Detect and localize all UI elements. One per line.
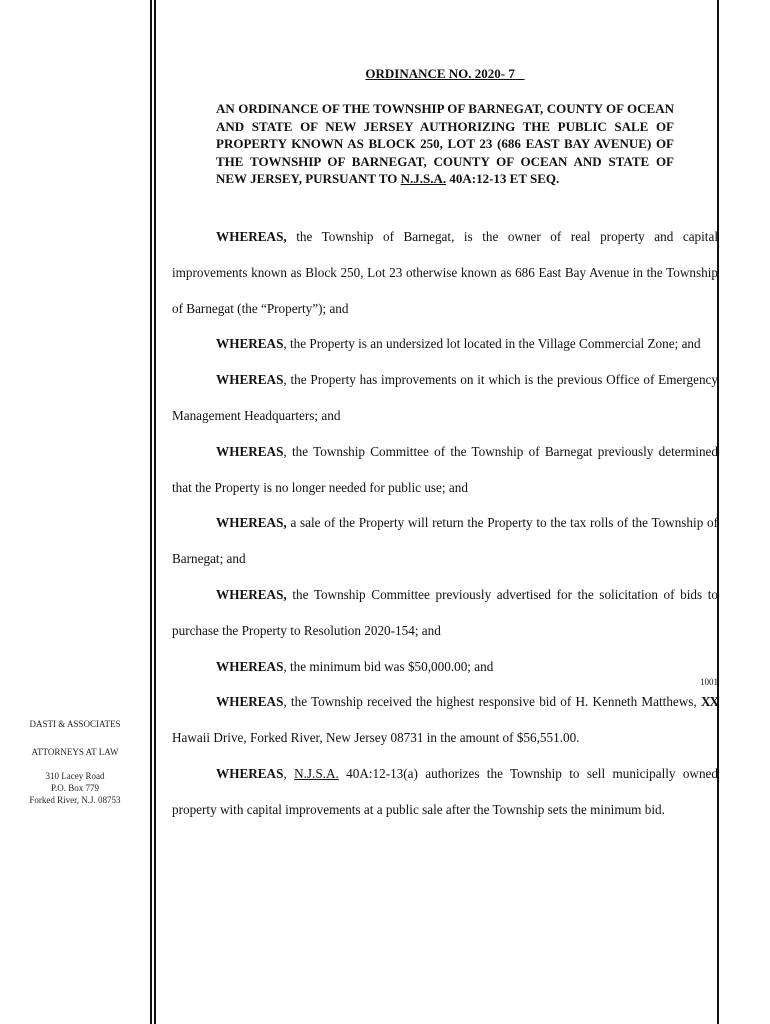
whereas-clause-7: WHEREAS, the minimum bid was $50,000.00; and — [216, 658, 494, 674]
whereas-clause-9: WHEREAS, N.J.S.A. 40A:12-13(a) authorizes the Township to sell municipally owned property with capital improvements at a public sale after the Township sets the minimum bid. — [172, 765, 718, 817]
whereas-clause-6: WHEREAS, the Township Committee previously advertised for the solicitation of bids to purchase the Property to Resolution 2020-154; and — [172, 586, 718, 638]
statute-citation-2: N.J.S.A. — [294, 765, 339, 781]
firm-letterhead — [0, 718, 150, 806]
margin-rule-left-outer — [150, 0, 152, 1024]
statute-citation: N.J.S.A. — [400, 171, 447, 186]
firm-pobox: P.O. Box 779 — [50, 783, 99, 793]
ordinance-title: ORDINANCE NO. 2020- 7 — [365, 66, 525, 81]
firm-city: Forked River, N.J. 08753 — [29, 795, 121, 805]
inserted-number: 1001 — [699, 677, 718, 688]
firm-name: DASTI & ASSOCIATES — [29, 719, 121, 729]
ordinance-heading: AN ORDINANCE OF THE TOWNSHIP OF BARNEGAT, COUNTY OF OCEAN AND STATE OF NEW JERSEY AUTHORIZING THE PUBLIC SALE OF PROPERTY KNOWN AS BLOCK 250, LOT 23 (686 EAST BAY AVENUE) OF THE TOWNSHIP OF BARNEGAT, COUNTY OF OCEAN AND STATE OF NEW JERSEY, PURSUANT TO N.J.S.A. 40A:12-13 ET SEQ. — [216, 101, 674, 186]
whereas-clause-8: WHEREAS, the Township received the highest responsive bid of H. Kenneth Matthews, 1001 XX Hawaii Drive, Forked River, New Jersey 08731 in the amount of $56,551.00. — [172, 677, 718, 746]
whereas-clause-2: WHEREAS, the Property is an undersized lot located in the Village Commercial Zone; and — [216, 336, 701, 352]
struck-number: XX — [700, 694, 718, 710]
firm-title: ATTORNEYS AT LAW — [31, 747, 119, 757]
handwritten-correction — [699, 677, 718, 710]
whereas-clause-3: WHEREAS, the Property has improvements on it which is the previous Office of Emergency Management Headquarters; and — [172, 372, 718, 423]
whereas-clause-4: WHEREAS, the Township Committee of the Township of Barnegat previously determined that the Property is no longer needed for public use; and — [172, 443, 718, 495]
firm-street: 310 Lacey Road — [45, 771, 105, 781]
whereas-clause-1: WHEREAS, the Township of Barnegat, is the owner of real property and capital improvements known as Block 250, Lot 23 otherwise known as 686 East Bay Avenue in the Township of Barnegat (the “Property”); and — [172, 229, 718, 316]
ordinance-body — [172, 219, 718, 828]
margin-rule-left-inner — [154, 0, 156, 1024]
whereas-clause-5: WHEREAS, a sale of the Property will return the Property to the tax rolls of the Township of Barnegat; and — [172, 515, 718, 567]
